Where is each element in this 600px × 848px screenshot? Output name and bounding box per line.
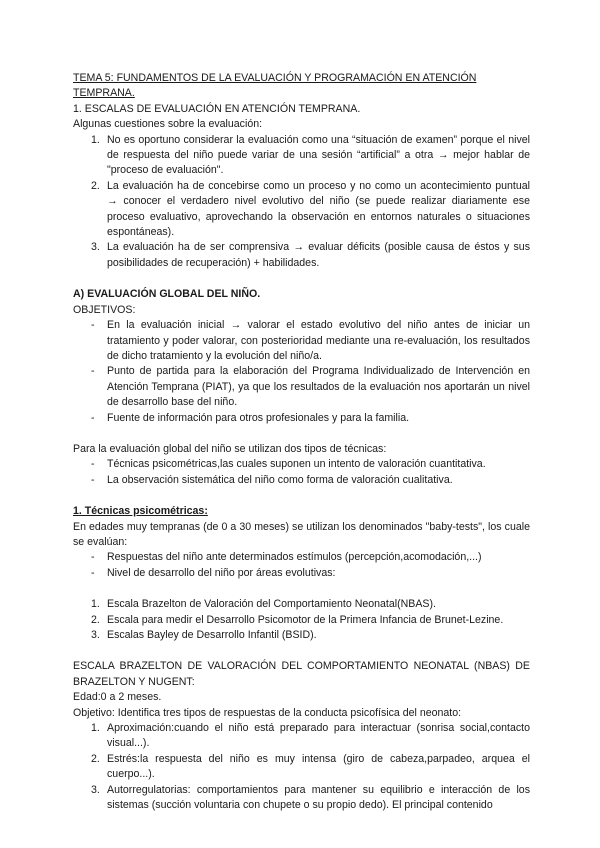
- list-item: [73, 566, 530, 581]
- list-item-text: En la evaluación inicial → valorar el estado evolutivo del niño antes de iniciar un tratamiento y poder valorar, con posterioridad mediante una re-evaluación, los resultados de dicho tratamiento y la evolución del niño/a.: [107, 319, 530, 362]
- list-item-text: Aproximación:cuando el niño está preparado para interactuar (sonrisa social,contacto visual...).: [107, 722, 530, 750]
- list-item-text: No es oportuno considerar la evaluación como una “situación de examen” porque el nivel de respuesta del niño puede variar de una sesión “artificial” a otra → mejor hablar de "proceso de evaluación".: [107, 133, 530, 177]
- list-item: [73, 411, 530, 426]
- numbered-list-cuestiones: [73, 133, 530, 272]
- list-marker: 3.: [91, 629, 100, 641]
- numbered-list-respuestas: [73, 721, 530, 813]
- list-item: [73, 628, 530, 643]
- list-marker: 3.: [91, 241, 100, 254]
- dash-list-objetivos: [73, 318, 530, 426]
- list-item: [73, 364, 530, 410]
- nbas-edad: Edad:0 a 2 meses.: [73, 691, 162, 704]
- list-item: [73, 783, 530, 814]
- section-heading-psicometricas: 1. Técnicas psicométricas:: [73, 505, 208, 518]
- dash-list-evaluan: [73, 550, 530, 581]
- section-heading-evaluacion-global: A) EVALUACIÓN GLOBAL DEL NIÑO.: [73, 288, 261, 301]
- list-item: [73, 179, 530, 241]
- dash-list-tecnicas: [73, 457, 530, 488]
- list-marker: -: [91, 473, 95, 486]
- list-item-text: Respuestas del niño ante determinados estímulos (percepción,acomodación,...): [107, 551, 482, 564]
- list-marker: -: [91, 551, 95, 564]
- tecnicas-intro: Para la evaluación global del niño se utilizan dos tipos de técnicas:: [73, 442, 387, 455]
- document-title: TEMA 5: FUNDAMENTOS DE LA EVALUACIÓN Y PROGRAMACIÓN EN ATENCIÓN TEMPRANA.: [73, 72, 477, 100]
- list-item: [73, 240, 530, 271]
- list-marker: -: [91, 365, 95, 378]
- list-marker: 2.: [91, 752, 100, 765]
- list-item-text: Autorregulatorias: comportamientos para mantener su equilibrio e interacción de los sistemas (succión voluntaria con chupete o su propio dedo). El principal contenido: [107, 783, 530, 812]
- list-marker: -: [91, 566, 95, 579]
- list-item: [73, 457, 530, 472]
- list-item-text: La observación sistemática del niño como forma de valoración cualitativa.: [107, 473, 453, 486]
- numbered-list-escalas: [73, 597, 530, 643]
- nbas-objetivo: Objetivo: Identifica tres tipos de respuestas de la conducta psicofísica del neonato:: [73, 706, 462, 719]
- list-marker: -: [91, 411, 95, 424]
- list-marker: 1.: [91, 133, 100, 146]
- section-heading-escalas: 1. ESCALAS DE EVALUACIÓN EN ATENCIÓN TEMPRANA.: [73, 102, 361, 115]
- list-item-text: Estrés:la respuesta del niño es muy intensa (giro de cabeza,parpadeo, arquea el cuerpo...).: [107, 752, 530, 781]
- list-item-text: Escala para medir el Desarrollo Psicomotor de la Primera Infancia de Brunet-Lezine.: [107, 613, 504, 626]
- list-item: [73, 318, 530, 364]
- list-item-text: Punto de partida para la elaboración del Programa Individualizado de Intervención en Atención Temprana (PIAT), ya que los resultados de la evaluación nos aportarán un nivel de desarrollo base del niño.: [107, 365, 530, 409]
- list-item-text: Escala Brazelton de Valoración del Comportamiento Neonatal(NBAS).: [107, 598, 436, 611]
- list-item-text: La evaluación ha de concebirse como un proceso y no como un acontecimiento puntual → conocer el verdadero nivel evolutivo del niño (se puede realizar diariamente ese proceso evaluativo, aprovechando la observación en entornos naturales o situaciones espontáneas).: [107, 179, 530, 239]
- list-item: [73, 133, 530, 179]
- section-intro: Algunas cuestiones sobre la evaluación:: [73, 118, 263, 131]
- list-item-text: Fuente de información para otros profesionales y para la familia.: [107, 411, 410, 424]
- list-marker: 1.: [91, 722, 100, 735]
- list-item: [73, 473, 530, 488]
- objetivos-label: OBJETIVOS:: [73, 303, 136, 316]
- list-item-text: La evaluación ha de ser comprensiva → evaluar déficits (posible causa de éstos y sus posibilidades de recuperación) + habilidades.: [107, 241, 530, 269]
- section-heading-nbas: ESCALA BRAZELTON DE VALORACIÓN DEL COMPORTAMIENTO NEONATAL (NBAS) DE BRAZELTON Y NUGENT:: [73, 660, 530, 688]
- list-marker: 3.: [91, 783, 100, 796]
- list-marker: 2.: [91, 613, 100, 626]
- list-item: [73, 550, 530, 565]
- list-item: [73, 752, 530, 783]
- list-item-text: Técnicas psicométricas,las cuales suponen un intento de valoración cuantitativa.: [107, 458, 486, 471]
- list-marker: -: [91, 319, 95, 332]
- list-marker: 2.: [91, 179, 100, 192]
- list-item-text: Escalas Bayley de Desarrollo Infantil (BSID).: [107, 629, 317, 641]
- list-item: [73, 721, 530, 752]
- list-item: [73, 597, 530, 612]
- list-item: [73, 613, 530, 628]
- list-item-text: Nivel de desarrollo del niño por áreas evolutivas:: [107, 566, 336, 579]
- list-marker: -: [91, 458, 95, 471]
- psicometricas-intro: En edades muy tempranas (de 0 a 30 meses) se utilizan los denominados "baby-tests", los cuale se evalúan:: [73, 520, 530, 548]
- list-marker: 1.: [91, 598, 100, 611]
